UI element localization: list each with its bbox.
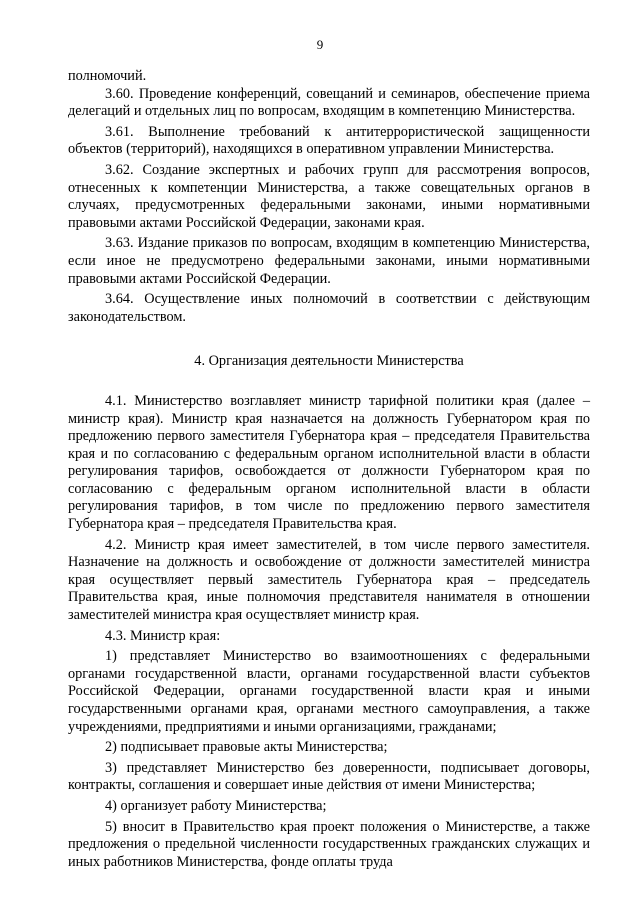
paragraph-3-63: 3.63. Издание приказов по вопросам, входящим в компетенцию Министерства, если иное не предусмотрено федеральными законами, иными нормативными правовыми актами Российской Федерации. — [68, 235, 590, 287]
list-item-5: 5) вносит в Правительство края проект положения о Министерстве, а также предложения о предельной численности государственных гражданских служащих и иных работников Министерства, фонде оплаты труда — [68, 818, 590, 870]
paragraph-3-62: 3.62. Создание экспертных и рабочих групп для рассмотрения вопросов, отнесенных к компетенции Министерства, а также совещательных органов в случаях, предусмотренных федеральными законами, иными нормативными правовыми актами Российской Федерации, законами края. — [68, 161, 590, 231]
list-item-4: 4) организует работу Министерства; — [105, 797, 327, 814]
list-item-1: 1) представляет Министерство во взаимоотношениях с федеральными органами государственной власти, органами государственной власти субъектов Российской Федерации, органами государственной власти края и иными государственными органами края, органами местного самоуправления, а также учреждениями, предприятиями и иными организациями, гражданами; — [68, 648, 590, 735]
page-number: 9 — [316, 37, 324, 52]
paragraph-4-3: 4.3. Министр края: — [105, 627, 221, 644]
paragraph-4-2: 4.2. Министр края имеет заместителей, в том числе первого заместителя. Назначение на должность и освобождение от должности заместителей министра края осуществляет первый заместитель Губернатора края – председатель Правительства края, иные полномочия представителя нанимателя в отношении заместителей министра края осуществляет министр края. — [68, 536, 590, 624]
paragraph-3-60: 3.60. Проведение конференций, совещаний и семинаров, обеспечение приема делегаций и отдельных лиц по вопросам, входящим в компетенцию Министерства. — [68, 85, 590, 120]
paragraph-4-1: 4.1. Министерство возглавляет министр тарифной политики края (далее – министр края). Министр края назначается на должность Губернатором края по предложению первого заместителя Губернатора края – председателя Правительства края и по согласованию с федеральным органом исполнительной власти в области регулирования тарифов, освобождается от должности Губернатором края по согласованию с федеральным органом исполнительной власти в области регулирования тарифов, в том числе по предложению первого заместителя Губернатора края – председателя Правительства края. — [68, 392, 590, 533]
paragraph-3-61: 3.61. Выполнение требований к антитеррористической защищенности объектов (территорий), находящихся в оперативном управлении Министерства. — [68, 123, 590, 158]
paragraph-3-64: 3.64. Осуществление иных полномочий в соответствии с действующим законодательством. — [68, 291, 590, 325]
document-body — [68, 68, 590, 871]
section-heading: 4. Организация деятельности Министерства — [194, 353, 464, 370]
paragraph-continuation: полномочий. — [68, 68, 147, 84]
list-item-3: 3) представляет Министерство без доверенности, подписывает договоры, контракты, соглашения и совершает иные действия от имени Министерства; — [68, 759, 590, 794]
list-item-2: 2) подписывает правовые акты Министерства; — [105, 739, 388, 756]
